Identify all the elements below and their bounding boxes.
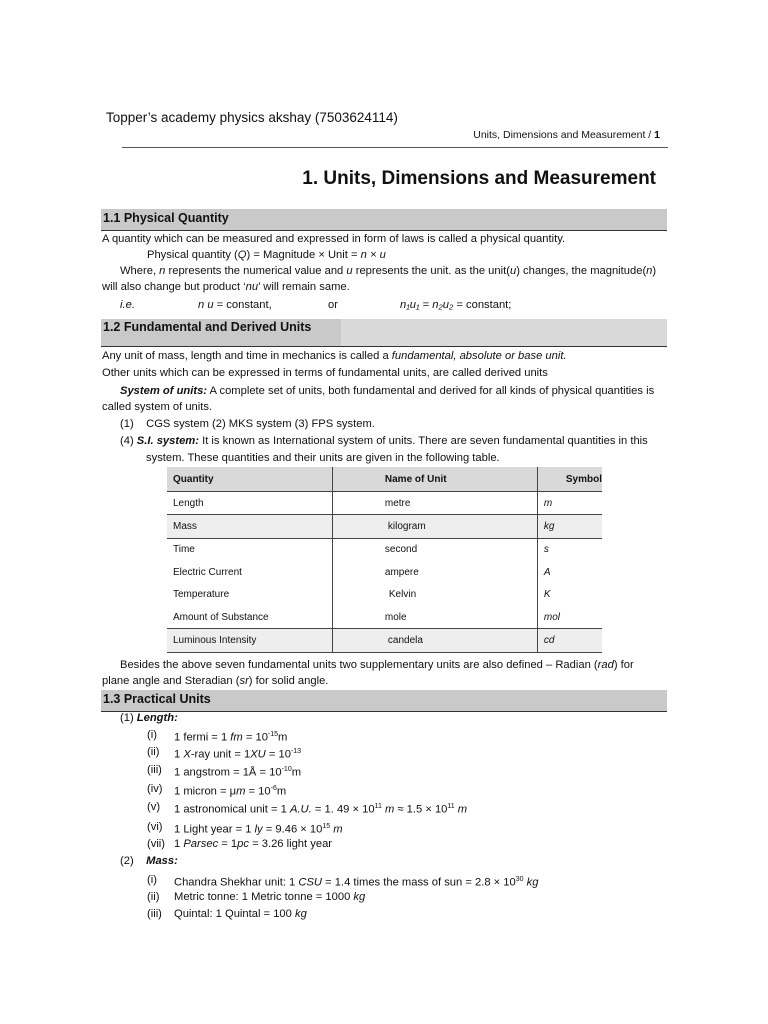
- section-heading-1-2: [101, 319, 667, 347]
- formula-part: n × u: [360, 249, 386, 261]
- text-part: u: [509, 265, 517, 277]
- list-number: (iii): [147, 764, 162, 776]
- text-part: 1: [174, 838, 184, 850]
- where-line-2: [102, 279, 350, 295]
- unit-symbol: cd: [543, 635, 555, 647]
- supplementary-units-line-2: [102, 673, 328, 689]
- text-part: = 1: [218, 838, 238, 850]
- list-number: (2): [120, 855, 134, 867]
- text-part: = 10: [245, 785, 271, 798]
- unit-symbol: mol: [543, 611, 560, 623]
- text-part: kg: [294, 908, 307, 920]
- text-part: sr: [239, 675, 249, 687]
- page-number: 1: [654, 129, 660, 141]
- text-part: A complete set of units, both fundamental and derived for all kinds of physical quantities is: [207, 385, 655, 397]
- text-part: Parsec: [183, 838, 219, 850]
- list-number: (i): [147, 729, 157, 741]
- text-part: m: [381, 803, 395, 816]
- table-cell: kilogram: [332, 515, 537, 538]
- text-part: m: [276, 785, 287, 798]
- table-cell: candela: [332, 629, 537, 652]
- table-cell: [537, 538, 602, 561]
- text-part: It is known as International system of units. There are seven fundamental quantities in this: [198, 435, 648, 447]
- table-row: [167, 515, 602, 538]
- list-number: (iii): [147, 908, 162, 920]
- table-cell: Kelvin: [332, 584, 537, 606]
- physical-quantity-formula: [147, 247, 386, 263]
- list-item-systems: [120, 416, 375, 432]
- mass-heading: [120, 853, 178, 869]
- length-heading: [120, 710, 178, 726]
- text-part: = 3.26 light year: [248, 838, 333, 850]
- list-number: (ii): [147, 891, 160, 903]
- section-heading-text: 1.3 Practical Units: [103, 692, 211, 706]
- list-number: (1): [120, 418, 134, 430]
- text-part: fundamental, absolute or base unit.: [391, 350, 567, 362]
- list-item-text: [174, 799, 467, 818]
- list-number: (vi): [147, 821, 163, 833]
- superscript: 11: [374, 803, 382, 810]
- list-item-si-line-2: system. These quantities and their units are given in the following table.: [146, 452, 500, 464]
- header-brand: Topper’s academy physics akshay (7503624114): [106, 110, 398, 125]
- list-item: [147, 872, 157, 888]
- table-cell: [537, 606, 602, 629]
- table-cell: second: [332, 538, 537, 561]
- section-heading-text: 1.1 Physical Quantity: [103, 211, 229, 225]
- list-item: [147, 744, 159, 760]
- unit-symbol: kg: [543, 521, 555, 533]
- text-part: n u: [198, 299, 214, 311]
- text-part: = 9.46 × 10: [262, 823, 323, 836]
- list-item-text: [174, 762, 301, 781]
- table-cell: [537, 515, 602, 538]
- text-part: kg: [353, 891, 366, 903]
- list-item-text: [174, 781, 286, 800]
- table-cell: mole: [332, 606, 537, 629]
- unit-symbol: m: [543, 497, 553, 509]
- text-part: Where,: [120, 265, 160, 277]
- text-part: System of units:: [120, 385, 208, 397]
- text-part: =: [419, 299, 433, 311]
- list-item-text: [174, 906, 307, 922]
- text-part: Metric tonne: 1 Metric tonne = 1000: [174, 891, 354, 903]
- unit-symbol: A: [543, 566, 551, 578]
- system-of-units-line-2: called system of units.: [102, 401, 213, 413]
- formula-part: Q: [237, 249, 247, 261]
- running-title: Units, Dimensions and Measurement /: [473, 129, 655, 141]
- table-cell: metre: [332, 492, 537, 515]
- text-part: Any unit of mass, length and time in mechanics is called a: [102, 350, 392, 362]
- text-part: = 1. 49 × 10: [311, 803, 375, 816]
- table-cell: Luminous Intensity: [167, 629, 332, 652]
- text-part: plane angle and Steradian (: [102, 675, 240, 687]
- table-header-quantity: Quantity: [167, 467, 332, 492]
- table-cell: Electric Current: [167, 561, 332, 583]
- superscript: 11: [447, 803, 455, 810]
- heading-shade: [341, 319, 667, 346]
- text-part: represents the unit. as the unit(: [352, 265, 510, 277]
- table-row: [167, 561, 602, 583]
- list-number: (i): [147, 874, 157, 886]
- list-item-text: [174, 819, 343, 838]
- physical-quantity-definition: A quantity which can be measured and expressed in form of laws is called a physical quantity.: [102, 233, 566, 245]
- table-row: [167, 629, 602, 652]
- text-part: kg: [523, 876, 539, 889]
- text-part: pc: [237, 838, 249, 850]
- superscript: -10: [281, 766, 292, 773]
- table-cell: [537, 492, 602, 515]
- page-title: 1. Units, Dimensions and Measurement: [302, 168, 656, 189]
- superscript: 30: [515, 876, 524, 883]
- superscript: -13: [290, 748, 302, 755]
- section-heading-1-1: [101, 209, 667, 231]
- text-part: = 10: [242, 731, 268, 744]
- table-cell: Temperature: [167, 584, 332, 606]
- list-item: [147, 889, 159, 905]
- table-row: [167, 538, 602, 561]
- text-part: n: [646, 265, 653, 277]
- text-part: CGS system (2) MKS system (3) FPS system.: [146, 418, 375, 430]
- text-part: XU: [250, 748, 266, 761]
- running-header: [473, 129, 660, 141]
- list-item: [147, 819, 163, 835]
- text-part: n₂u₂: [432, 299, 454, 311]
- text-part: represents the numerical value and: [165, 265, 347, 277]
- list-number: (4): [120, 435, 134, 447]
- text-part: will also change but product ‘: [102, 281, 246, 293]
- list-number: (v): [147, 801, 161, 813]
- table-cell: [537, 629, 602, 652]
- list-item: [147, 727, 157, 743]
- section-heading-1-3: [101, 690, 667, 712]
- formula-part: ) = Magnitude × Unit =: [246, 249, 361, 261]
- list-item: [147, 906, 162, 922]
- text-part: CSU: [298, 876, 323, 889]
- table-row: [167, 492, 602, 515]
- table-header-symbol: Symbol: [537, 467, 602, 492]
- text-part: nu: [245, 281, 259, 293]
- text-part: ) for solid angle.: [248, 675, 329, 687]
- list-number: (iv): [147, 783, 163, 795]
- text-part: 1: [174, 748, 184, 761]
- table-cell: Length: [167, 492, 332, 515]
- table-row: [167, 584, 602, 606]
- text-part: = 1.4 times the mass of sun = 2.8 × 10: [322, 876, 516, 889]
- list-item-text: [174, 872, 538, 891]
- list-item: [147, 799, 160, 815]
- superscript: -15: [267, 731, 279, 738]
- list-item-text: [174, 727, 287, 746]
- text-part: 1 Light year = 1: [174, 823, 255, 836]
- unit-symbol: s: [543, 544, 549, 556]
- text-part: m: [278, 731, 288, 744]
- text-part: Mass:: [146, 855, 178, 867]
- table-header-unit: Name of Unit: [332, 467, 537, 492]
- list-number: (vii): [147, 838, 166, 850]
- si-units-table: [167, 467, 602, 653]
- text-part: m: [330, 823, 343, 836]
- text-part: rad: [597, 659, 614, 671]
- list-item: [147, 836, 165, 852]
- list-item: [147, 762, 162, 778]
- text-part: i.e.: [120, 299, 135, 311]
- text-part: = constant;: [453, 299, 512, 311]
- text-part: Quintal: 1 Quintal = 100: [174, 908, 295, 920]
- unit-symbol: K: [543, 589, 551, 601]
- section-heading-text: 1.2 Fundamental and Derived Units: [103, 320, 312, 334]
- text-part: ) for: [613, 659, 634, 671]
- table-cell: [537, 561, 602, 583]
- derived-unit-definition: Other units which can be expressed in terms of fundamental units, are called derived units: [102, 367, 548, 379]
- text-part: m: [236, 785, 246, 798]
- fundamental-unit-definition: [102, 348, 567, 364]
- text-part: n: [159, 265, 166, 277]
- text-part: u: [346, 265, 353, 277]
- text-part: Besides the above seven fundamental units two supplementary units are also defined – Radian (: [120, 659, 598, 671]
- text-part: ) changes, the magnitude(: [516, 265, 647, 277]
- table-cell: Mass: [167, 515, 332, 538]
- text-part: X: [183, 748, 191, 761]
- list-number: (1): [120, 712, 134, 724]
- where-line: [120, 263, 656, 279]
- ie-formula: [198, 297, 272, 313]
- text-part: A.U.: [289, 803, 312, 816]
- text-part: ’ will remain same.: [258, 281, 350, 293]
- formula-part: Physical quantity (: [147, 249, 238, 261]
- supplementary-units-line: [120, 657, 634, 673]
- text-part: 1 astronomical unit = 1: [174, 803, 290, 816]
- ie-label: [120, 297, 135, 313]
- table-cell: [537, 584, 602, 606]
- text-part: -ray unit = 1: [190, 748, 251, 761]
- list-item: [147, 781, 163, 797]
- text-part: m: [291, 766, 302, 779]
- list-number: (ii): [147, 746, 160, 758]
- text-part: ly: [254, 823, 263, 836]
- list-item-text: [174, 744, 301, 763]
- text-part: Chandra Shekhar unit: 1: [174, 876, 299, 889]
- header-rule: [122, 147, 668, 148]
- list-item-si: [120, 433, 648, 449]
- table-cell: Amount of Substance: [167, 606, 332, 629]
- superscript: 15: [322, 823, 331, 830]
- text-part: 1 fermi = 1: [174, 731, 231, 744]
- text-part: = 10: [265, 748, 291, 761]
- list-item-text: [174, 889, 365, 905]
- text-part: fm: [230, 731, 243, 744]
- or-label: or: [328, 299, 338, 311]
- superscript: -6: [270, 785, 277, 792]
- list-item-text: [174, 836, 332, 852]
- text-part: 1 micron = μ: [174, 785, 237, 798]
- text-part: m: [454, 803, 468, 816]
- text-part: Length:: [136, 712, 178, 724]
- text-part: ): [652, 265, 657, 277]
- table-row: [167, 606, 602, 629]
- table-cell: ampere: [332, 561, 537, 583]
- ie-formula-2: [400, 297, 511, 313]
- table-cell: Time: [167, 538, 332, 561]
- text-part: 1 angstrom = 1Å = 10: [174, 766, 282, 779]
- text-part: ≈ 1.5 × 10: [394, 803, 448, 816]
- text-part: n₁u₁: [400, 299, 420, 311]
- system-of-units-line: [120, 383, 654, 399]
- text-part: S.I. system:: [136, 435, 199, 447]
- text-part: = constant,: [213, 299, 272, 311]
